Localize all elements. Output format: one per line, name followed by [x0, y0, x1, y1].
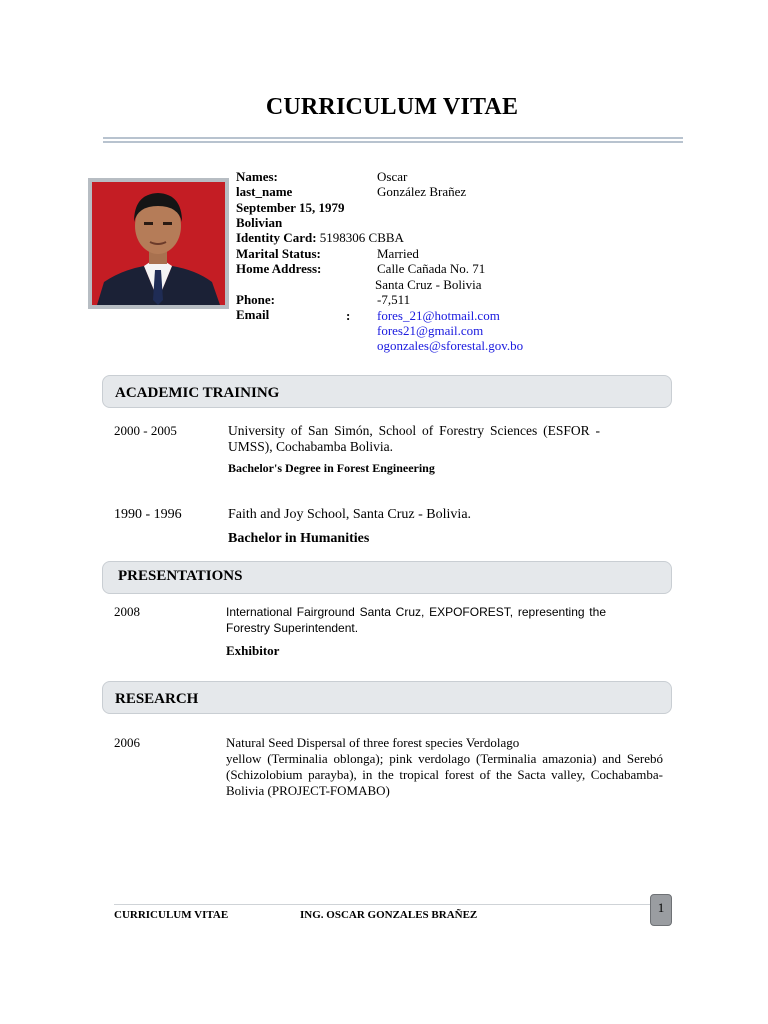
lastname-value: González Brañez — [377, 184, 467, 199]
names-label: Names: — [236, 169, 278, 184]
footer-left: CURRICULUM VITAE — [114, 909, 229, 921]
birthdate: September 15, 1979 — [236, 200, 345, 215]
lastname-label: last_name — [236, 184, 293, 199]
section-title: PRESENTATIONS — [118, 568, 243, 584]
section-title: ACADEMIC TRAINING — [115, 385, 280, 401]
identity-card-label: Identity Card: — [236, 230, 317, 245]
identity-card-value: 5198306 CBBA — [319, 230, 404, 245]
research-text-1: yellow (Terminalia oblonga); pink verdolago (Terminalia amazonia) and Serebó (Schizolobium parayba), in the tropical forest of the Sacta valley, Cochabamba-Bolivia (PROJECT-FOMABO) — [226, 751, 663, 798]
email-link-1[interactable]: fores_21@hotmail.com — [377, 308, 500, 323]
footer-right: ING. OSCAR GONZALES BRAÑEZ — [300, 909, 478, 921]
section-presentations — [102, 561, 672, 594]
presentation-role-1: Exhibitor — [226, 643, 280, 658]
academic-degree-2: Bachelor in Humanities — [228, 531, 370, 546]
marital-value: Married — [377, 246, 419, 261]
section-academic-training — [102, 375, 672, 408]
page-title: CURRICULUM VITAE — [265, 94, 519, 120]
academic-text-2: Faith and Joy School, Santa Cruz - Bolivia. — [228, 507, 472, 522]
page-number: 1 — [650, 894, 672, 926]
names-value: Oscar — [377, 169, 408, 184]
address-line-1: Calle Cañada No. 71 — [377, 261, 486, 276]
email-label: Email — [236, 307, 270, 322]
academic-years-1: 2000 - 2005 — [114, 423, 177, 438]
academic-years-2: 1990 - 1996 — [114, 507, 182, 522]
academic-degree-1: Bachelor's Degree in Forest Engineering — [228, 461, 435, 475]
footer-divider — [114, 904, 652, 905]
identity-card-row — [236, 230, 404, 246]
section-research — [102, 681, 672, 714]
marital-label: Marital Status: — [236, 246, 321, 261]
email-link-3[interactable]: ogonzales@sforestal.gov.bo — [377, 338, 524, 353]
nationality: Bolivian — [236, 215, 283, 230]
research-line-1: Natural Seed Dispersal of three forest species Verdolago — [226, 735, 520, 750]
academic-text-1: University of San Simón, School of Forestry Sciences (ESFOR - UMSS), Cochabamba Bolivia. — [228, 423, 600, 454]
presentation-year-1: 2008 — [114, 604, 140, 619]
phone-value: -7,511 — [377, 292, 411, 307]
phone-label: Phone: — [236, 292, 275, 307]
email-colon: : — [346, 308, 351, 323]
address-label: Home Address: — [236, 261, 322, 276]
email-link-2[interactable]: fores21@gmail.com — [377, 323, 484, 338]
research-year-1: 2006 — [114, 735, 140, 750]
address-line-2: Santa Cruz - Bolivia — [375, 277, 482, 292]
profile-photo — [88, 178, 229, 309]
presentation-text-1: International Fairground Santa Cruz, EXPOFOREST, representing the Forestry Superintendent. — [226, 605, 606, 635]
section-title: RESEARCH — [115, 691, 199, 707]
portrait-illustration — [92, 182, 225, 305]
title-divider — [103, 137, 683, 143]
